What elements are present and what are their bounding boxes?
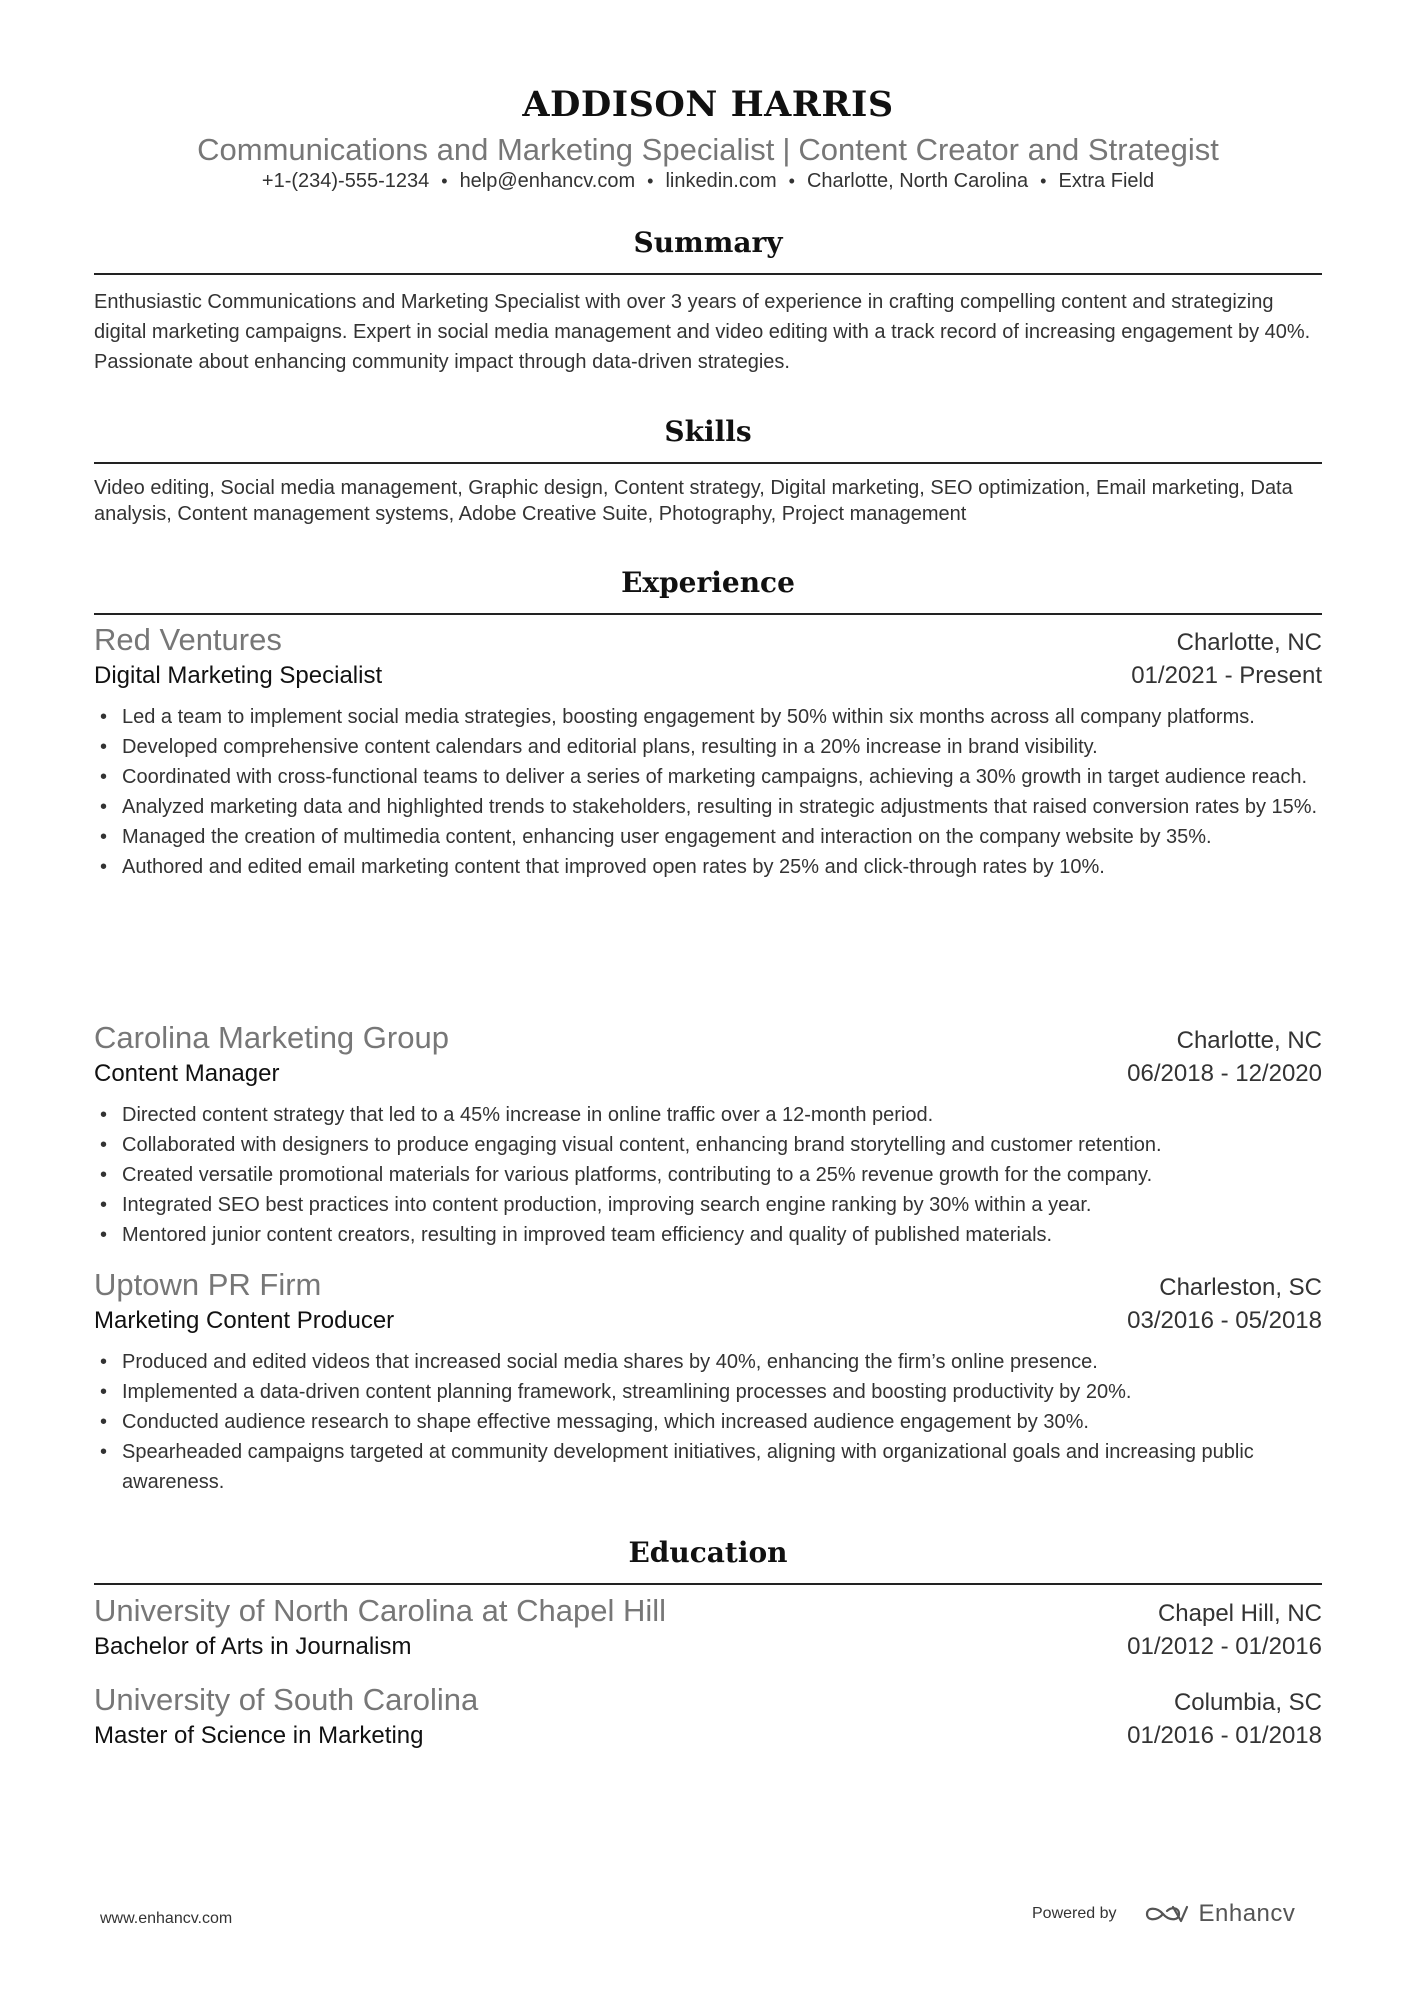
school-name: University of South Carolina (94, 1682, 479, 1717)
contact-separator: • (647, 171, 654, 191)
skills-divider (94, 462, 1322, 464)
list-item: • Spearheaded campaigns targeted at community development initiatives, aligning with organizational goals and increasing public awareness. (94, 1437, 1322, 1497)
contact-line (94, 170, 1322, 193)
headline-primary: Communications and Marketing Specialist (197, 132, 775, 167)
degree-name: Bachelor of Arts in Journalism (94, 1633, 412, 1660)
experience-role-row (94, 1060, 1322, 1096)
job-title: Digital Marketing Specialist (94, 662, 383, 689)
education-header-row (94, 1682, 1322, 1722)
candidate-name: ADDISON HARRIS (522, 84, 894, 125)
list-item: • Coordinated with cross-functional teams to deliver a series of marketing campaigns, achieving a 30% growth in target audience reach. (94, 762, 1322, 792)
education-header-row (94, 1593, 1322, 1633)
experience-header-row (94, 622, 1322, 662)
experience-heading: Experience (621, 566, 795, 599)
education-heading: Education (628, 1536, 788, 1569)
school-location: Columbia, SC (1173, 1689, 1322, 1716)
contact-separator: • (1040, 171, 1047, 191)
list-item: • Created versatile promotional materials for various platforms, contributing to a 25% revenue growth for the company. (94, 1160, 1322, 1190)
list-item: • Managed the creation of multimedia content, enhancing user engagement and interaction on the company website by 35%. (94, 822, 1322, 852)
list-item: • Produced and edited videos that increased social media shares by 40%, enhancing the firm’s online presence. (94, 1347, 1322, 1377)
degree-name: Master of Science in Marketing (94, 1722, 424, 1749)
education-entry (94, 1682, 1322, 1758)
education-entry (94, 1593, 1322, 1669)
contact-email[interactable]: help@enhancv.com (459, 170, 636, 192)
school-location: Chapel Hill, NC (1157, 1600, 1322, 1627)
list-item: • Authored and edited email marketing content that improved open rates by 25% and click-through rates by 10%. (94, 852, 1322, 882)
enhancv-logo-icon (1143, 1902, 1191, 1926)
experience-divider (94, 613, 1322, 615)
summary-divider (94, 273, 1322, 275)
powered-by-label: Powered by (1032, 1905, 1117, 1922)
job-title: Content Manager (94, 1060, 280, 1087)
footer-website-link[interactable]: www.enhancv.com (100, 1910, 233, 1927)
summary-heading: Summary (633, 226, 783, 259)
job-location: Charlotte, NC (1176, 629, 1322, 656)
job-dates: 01/2021 - Present (1131, 662, 1322, 689)
education-divider (94, 1583, 1322, 1585)
job-dates: 03/2016 - 05/2018 (1127, 1307, 1322, 1334)
job-bullets (94, 702, 1322, 882)
experience-header-row (94, 1020, 1322, 1060)
education-dates: 01/2012 - 01/2016 (1127, 1633, 1322, 1660)
contact-separator: • (788, 171, 795, 191)
school-name: University of North Carolina at Chapel Hill (94, 1593, 667, 1628)
list-item: • Mentored junior content creators, resulting in improved team efficiency and quality of published materials. (94, 1220, 1322, 1250)
footer-branding[interactable] (1032, 1900, 1295, 1928)
skills-text: Video editing, Social media management, Graphic design, Content strategy, Digital marketing, SEO optimization, Email marketing, Data analysis, Content management systems, Adobe Creative Suite, Photography, Project management (94, 477, 1293, 525)
skills-heading: Skills (664, 415, 752, 448)
job-dates: 06/2018 - 12/2020 (1127, 1060, 1322, 1087)
list-item: • Integrated SEO best practices into content production, improving search engine ranking by 30% within a year. (94, 1190, 1322, 1220)
list-item: • Implemented a data-driven content planning framework, streamlining processes and boosting productivity by 20%. (94, 1377, 1322, 1407)
list-item: • Conducted audience research to shape effective messaging, which increased audience engagement by 30%. (94, 1407, 1322, 1437)
list-item: • Collaborated with designers to produce engaging visual content, enhancing brand storytelling and customer retention. (94, 1130, 1322, 1160)
summary-text: Enthusiastic Communications and Marketing Specialist with over 3 years of experience in crafting compelling content and strategizing digital marketing campaigns. Expert in social media management and video editing with a track record of increasing engagement by 40%. Passionate about enhancing community impact through data-driven strategies. (94, 291, 1311, 373)
experience-entry (94, 1020, 1322, 1250)
headline-separator: | (782, 132, 791, 167)
contact-linkedin[interactable]: linkedin.com (665, 170, 777, 192)
company-name: Red Ventures (94, 622, 282, 657)
enhancv-logo-text: Enhancv (1198, 1900, 1296, 1927)
experience-role-row (94, 662, 1322, 698)
education-degree-row (94, 1722, 1322, 1758)
company-name: Uptown PR Firm (94, 1267, 322, 1302)
list-item: • Developed comprehensive content calendars and editorial plans, resulting in a 20% increase in brand visibility. (94, 732, 1322, 762)
contact-location: Charlotte, North Carolina (806, 170, 1029, 192)
education-dates: 01/2016 - 01/2018 (1127, 1722, 1322, 1749)
company-name: Carolina Marketing Group (94, 1020, 449, 1055)
contact-phone[interactable]: +1-(234)-555-1234 (261, 170, 430, 192)
job-title: Marketing Content Producer (94, 1307, 395, 1334)
job-bullets (94, 1100, 1322, 1250)
job-location: Charlotte, NC (1176, 1027, 1322, 1054)
job-location: Charleston, SC (1159, 1274, 1322, 1301)
list-item: • Analyzed marketing data and highlighted trends to stakeholders, resulting in strategic adjustments that raised conversion rates by 15%. (94, 792, 1322, 822)
experience-role-row (94, 1307, 1322, 1343)
education-degree-row (94, 1633, 1322, 1669)
contact-separator: • (441, 171, 448, 191)
contact-extra-field: Extra Field (1058, 170, 1155, 192)
job-bullets (94, 1347, 1322, 1497)
headline-secondary: Content Creator and Strategist (798, 132, 1219, 167)
experience-header-row (94, 1267, 1322, 1307)
list-item: • Led a team to implement social media strategies, boosting engagement by 50% within six months across all company platforms. (94, 702, 1322, 732)
experience-entry (94, 622, 1322, 882)
candidate-headline (94, 132, 1322, 168)
list-item: • Directed content strategy that led to a 45% increase in online traffic over a 12-month period. (94, 1100, 1322, 1130)
experience-entry (94, 1267, 1322, 1497)
